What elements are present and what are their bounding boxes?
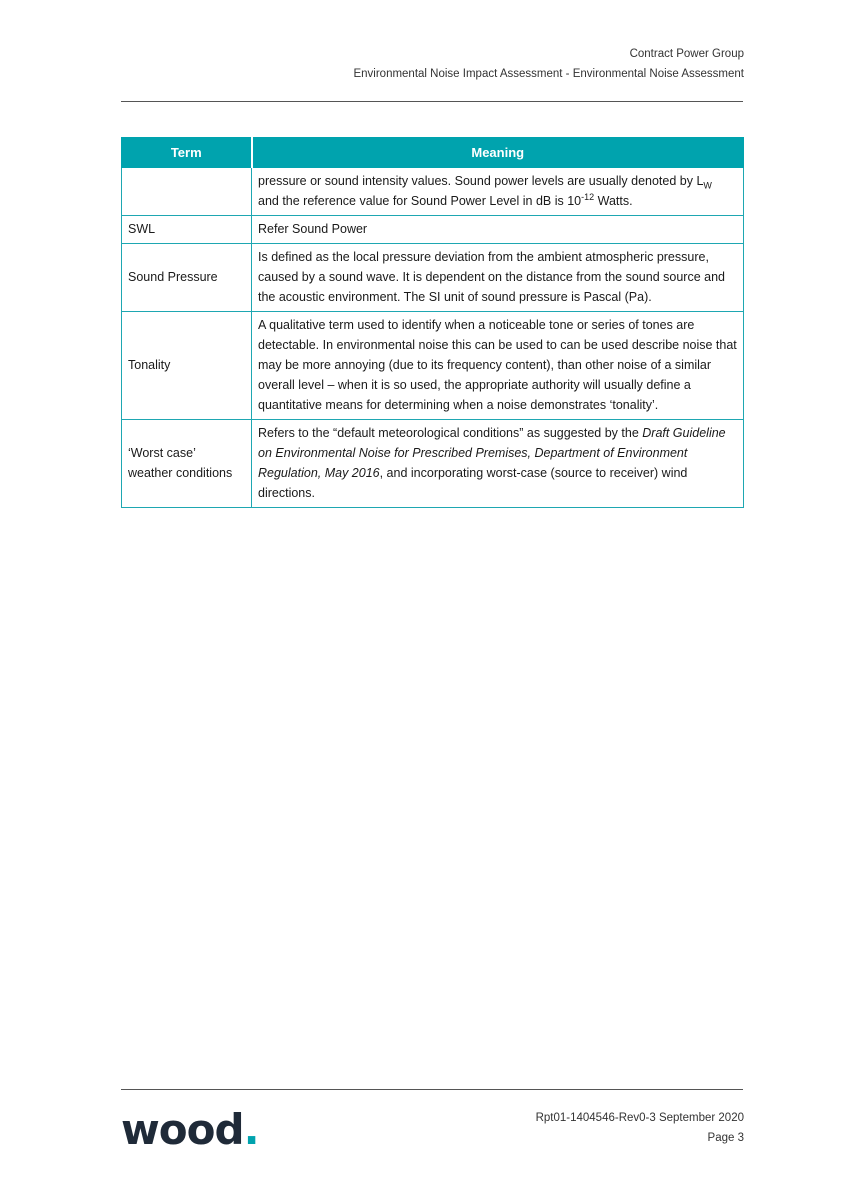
term-cell: Sound Pressure	[122, 244, 252, 312]
term-cell	[122, 168, 252, 216]
term-text: weather conditions	[128, 466, 233, 480]
header-report-title: Environmental Noise Impact Assessment - Environmental Noise Assessment	[353, 68, 744, 80]
term-text: ‘Worst case’	[128, 446, 196, 460]
wood-logo	[121, 1100, 259, 1160]
meaning-cell	[252, 168, 744, 216]
page-number: Page 3	[707, 1132, 744, 1144]
meaning-cell: Refer Sound Power	[252, 216, 744, 244]
table-row	[122, 244, 744, 312]
term-cell	[122, 420, 252, 508]
glossary-table	[121, 137, 744, 508]
meaning-cell	[252, 420, 744, 508]
footer-divider	[121, 1089, 743, 1090]
meaning-text: and the reference value for Sound Power Level in dB is 10	[258, 194, 582, 208]
meaning-text: , and incorporating worst-case (source to receiver) wind directions.	[258, 466, 688, 500]
subscript-w: W	[703, 180, 712, 191]
meaning-cell: Is defined as the local pressure deviation from the ambient atmospheric pressure, caused by a sound wave. It is dependent on the distance from the sound source and the acoustic environment. The SI unit of sound pressure is Pascal (Pa).	[252, 244, 744, 312]
meaning-text: pressure or sound intensity values. Sound power levels are usually denoted by L	[258, 174, 704, 188]
table-row	[122, 420, 744, 508]
table-header-row	[122, 138, 744, 168]
column-header-term: Term	[122, 138, 252, 168]
table-row	[122, 312, 744, 420]
meaning-text: Watts.	[594, 194, 633, 208]
table-row	[122, 168, 744, 216]
column-header-meaning: Meaning	[252, 138, 744, 168]
meaning-cell: A qualitative term used to identify when a noticeable tone or series of tones are detectable. In environmental noise this can be used to can be used describe noise that may be more annoying (due to its frequency content), than other noise of a similar overall level – when it is so used, the appropriate authority will usually define a quantitative means for determining when a noise demonstrates ‘tonality’.	[252, 312, 744, 420]
header-divider	[121, 101, 743, 102]
meaning-text: Refers to the “default meteorological conditions” as suggested by the	[258, 426, 643, 440]
term-cell: Tonality	[122, 312, 252, 420]
header-company: Contract Power Group	[629, 48, 744, 60]
page-footer	[536, 1108, 744, 1148]
logo-dot: .	[243, 1105, 259, 1154]
table-row	[122, 216, 744, 244]
term-cell: SWL	[122, 216, 252, 244]
logo-text: wood	[121, 1105, 244, 1154]
page-header	[353, 44, 744, 84]
guideline-citation: Draft Guideline on Environmental Noise for Prescribed Premises, Department of Environment Regulation, May 2016	[258, 426, 726, 480]
report-reference: Rpt01-1404546-Rev0-3 September 2020	[535, 1112, 744, 1124]
superscript-exponent: -12	[581, 191, 595, 202]
